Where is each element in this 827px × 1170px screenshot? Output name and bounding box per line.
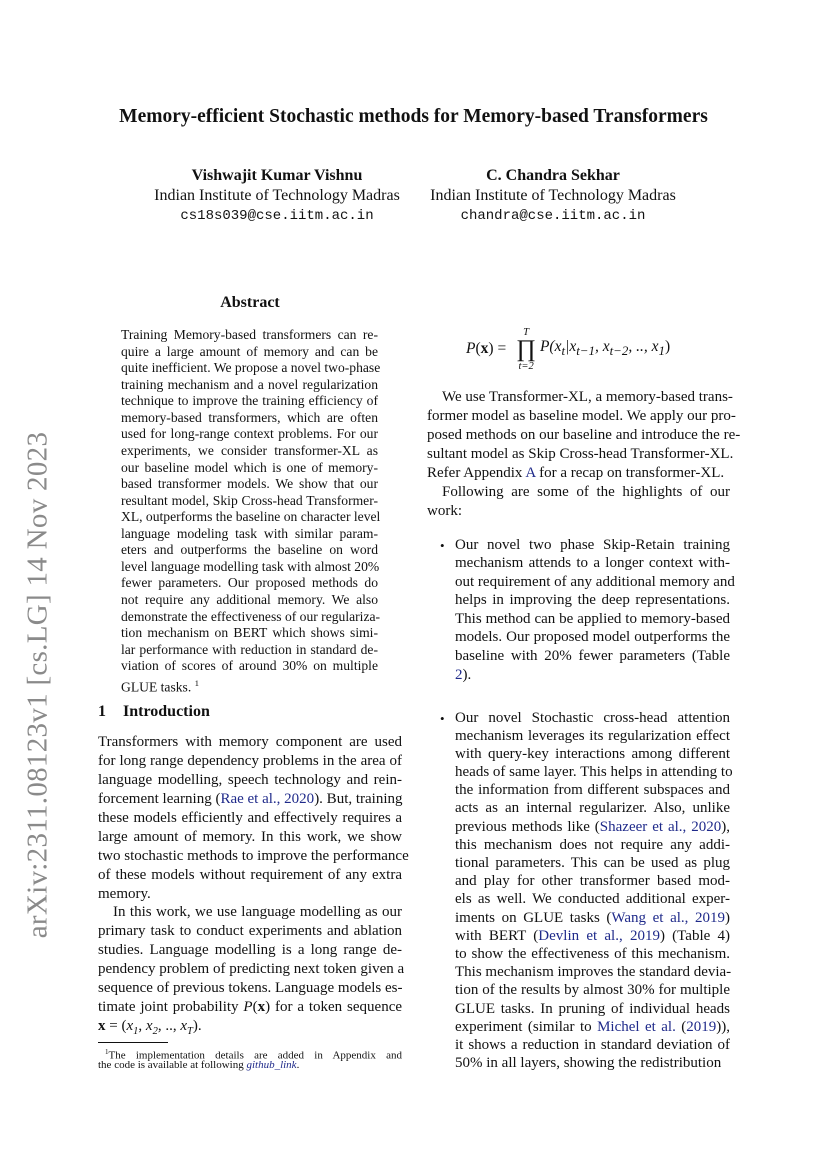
text-line <box>98 847 409 866</box>
citation-link[interactable]: 2019 <box>686 1018 717 1035</box>
text-run: Refer Appendix <box>427 464 526 481</box>
text-run: ). <box>192 1018 202 1035</box>
text-run: . <box>296 1059 300 1071</box>
text-line <box>98 809 402 828</box>
author-1 <box>139 166 415 226</box>
text-line <box>455 909 730 927</box>
math-symbol: x <box>145 1018 153 1035</box>
citation-link[interactable]: 2 <box>455 666 463 683</box>
text-run: work: <box>427 502 462 519</box>
text-run: for long range dependency problems in the area of <box>98 752 402 769</box>
text-run: and play for other transformer based mod- <box>455 873 730 890</box>
bullet-icon: • <box>440 537 445 553</box>
text-run: , .., <box>157 1018 181 1035</box>
text-run: the information from different subspaces and <box>455 782 730 799</box>
text-line <box>455 745 730 763</box>
text-run: our baseline model which is one of memory- <box>121 459 378 475</box>
text-run: mechanism attends to a longer context with- <box>455 555 730 572</box>
text-line <box>455 536 730 555</box>
text-line <box>455 573 735 592</box>
highlight-item <box>455 536 735 685</box>
text-run: out requirement of any additional memory and <box>455 573 735 590</box>
text-line <box>427 464 730 483</box>
text-line <box>98 828 402 847</box>
text-line <box>121 675 378 695</box>
text-run: models. Our proposed model outperforms the <box>455 629 730 646</box>
text-run: tion mechanism on BERT which shows simi- <box>121 625 378 641</box>
text-line <box>121 327 378 344</box>
text-line <box>455 610 730 629</box>
math-symbol: x <box>180 1018 187 1035</box>
text-line <box>455 554 730 573</box>
section-title: Introduction <box>123 703 210 720</box>
citation-link[interactable]: A <box>525 464 536 481</box>
text-run: not require any additional memory. We also <box>121 592 378 607</box>
math-subscript: 2 <box>152 1026 158 1038</box>
text-line <box>121 575 378 592</box>
text-run: GLUE tasks. <box>121 679 195 695</box>
text-run: large amount of memory. In this work, we show <box>98 828 402 845</box>
text-run: sequence of previous tokens. Language models es- <box>98 980 403 997</box>
text-run: tion of the results by almost 30% for multiple <box>455 982 730 999</box>
footnote-mark[interactable]: 1 <box>194 677 200 688</box>
abstract-heading: Abstract <box>220 294 280 311</box>
eq-term: P(x <box>539 338 562 356</box>
eq-sub: 1 <box>658 343 665 359</box>
text-line <box>121 460 378 477</box>
author-name: Vishwajit Kumar Vishnu <box>191 167 363 184</box>
text-run: ) (Table 4) <box>659 927 730 944</box>
text-line <box>121 410 378 427</box>
text-line <box>455 854 730 872</box>
text-run: 50% in all layers, showing the redistribution <box>455 1055 722 1072</box>
text-line <box>455 1036 730 1054</box>
text-run: sultant model as Skip Cross-head Transformer-XL. <box>427 445 734 462</box>
text-line <box>455 647 730 666</box>
text-run: language modelling, speech technology and rein- <box>98 771 402 788</box>
text-run: technique to improve the training efficiency of <box>121 393 378 409</box>
text-run: resultant model, Skip Cross-head Transformer- <box>121 492 378 508</box>
text-line <box>121 344 378 361</box>
highlight-item <box>455 709 733 1073</box>
citation-link[interactable]: Devlin et al., 2019 <box>538 927 660 944</box>
text-line <box>98 941 402 960</box>
math-vector: x <box>257 999 266 1016</box>
text-line <box>121 542 378 559</box>
text-run: fewer parameters. Our proposed methods do <box>121 575 378 591</box>
eq-upper-limit: T <box>523 326 529 338</box>
text-run: ), <box>721 818 730 835</box>
text-run: training mechanism and a novel regularization <box>121 376 378 392</box>
eq-term: , .., x <box>628 338 659 356</box>
paper-title: Memory-efficient Stochastic methods for Memory-based Transformers <box>119 106 708 127</box>
text-line <box>121 377 378 394</box>
text-line <box>121 443 378 460</box>
text-run: Training Memory-based transformers can re- <box>121 327 378 342</box>
eq-lhs: P(x) = <box>466 340 507 357</box>
text-line <box>455 628 730 647</box>
text-run: level language modelling task with almost 20% <box>121 558 380 574</box>
text-line <box>427 388 733 407</box>
eq-term: ) <box>664 338 671 356</box>
author-2 <box>415 166 691 226</box>
text-run: for a recap on transformer-XL. <box>535 464 725 481</box>
text-run: pendency problem of predicting next token given a <box>98 961 405 978</box>
text-line <box>121 526 378 543</box>
eq-rhs <box>540 338 670 359</box>
text-line <box>455 1000 730 1018</box>
text-line <box>455 591 730 610</box>
text-run: viation of scores of around 30% on multiple <box>121 658 378 674</box>
text-run: baseline with 20% fewer parameters (Table <box>455 648 730 665</box>
text-line <box>98 866 402 885</box>
text-run: two stochastic methods to improve the performance <box>98 847 409 864</box>
text-line <box>98 998 402 1017</box>
text-line <box>98 885 402 904</box>
text-run: = ( <box>105 1018 127 1035</box>
text-line <box>121 559 378 576</box>
text-line <box>455 799 730 817</box>
text-line <box>98 790 402 809</box>
text-run: to show the effectiveness of this mechanism. <box>455 945 730 962</box>
text-run: ( <box>675 1018 687 1035</box>
author-email: cs18s039@cse.iitm.ac.in <box>180 208 374 224</box>
eq-lower-limit: t=2 <box>518 360 534 372</box>
text-run: )), <box>716 1018 731 1035</box>
math-subscript: T <box>186 1026 193 1038</box>
text-line <box>98 903 402 922</box>
text-run: This method can be applied to memory-based <box>455 610 730 627</box>
text-run: these models efficiently and effectively requires a <box>98 809 402 826</box>
text-run: This mechanism improves the standard devia- <box>455 964 732 981</box>
text-line <box>455 890 730 908</box>
text-line <box>427 426 741 445</box>
eq-symbol: P <box>466 340 476 357</box>
text-run: primary task to conduct experiments and ablation <box>98 923 402 940</box>
text-line <box>121 642 378 659</box>
text-run: Our novel two phase Skip-Retain training <box>455 536 730 553</box>
text-line <box>121 393 378 410</box>
text-run: based transformer models. We show that our <box>121 476 378 492</box>
text-run: ) <box>725 909 731 926</box>
text-run: Our novel Stochastic cross-head attention <box>455 709 730 726</box>
text-line <box>427 407 736 426</box>
text-run: We use Transformer-XL, a memory-based trans- <box>442 388 733 405</box>
author-name: C. Chandra Sekhar <box>486 167 620 184</box>
text-line <box>121 360 381 377</box>
citation-link[interactable]: Rae et al., 2020 <box>220 790 315 807</box>
text-run: studies. Language modelling is a long range de- <box>98 942 402 959</box>
text-run: eters and outperforms the baseline on word <box>121 542 378 558</box>
text-line <box>455 836 730 854</box>
eq-equals: = <box>497 340 507 357</box>
text-run: of these models without requirement of any extra <box>98 866 402 883</box>
text-run: ). But, training <box>314 790 403 807</box>
section-heading <box>98 703 210 721</box>
citation-link[interactable]: Wang et al., 2019 <box>611 909 726 926</box>
text-run: previous methods like ( <box>455 818 600 835</box>
text-run: helps in improving the deep representations. <box>455 592 730 609</box>
eq-sub: t <box>561 343 566 359</box>
arxiv-stamp: arXiv:2311.08123v1 [cs.LG] 14 Nov 2023 <box>21 431 54 939</box>
text-line <box>121 592 378 609</box>
text-line <box>455 927 730 945</box>
text-run: The implementation details are added in Appendix and <box>108 1049 402 1062</box>
text-run: the code is available at following <box>98 1059 247 1071</box>
text-line <box>455 963 730 981</box>
author-email: chandra@cse.iitm.ac.in <box>460 208 646 224</box>
text-run: els as well. We conducted additional exper- <box>455 891 730 908</box>
text-run: mechanism leverages its regularization effect <box>455 727 730 744</box>
text-line <box>455 709 730 727</box>
text-line <box>98 1046 402 1062</box>
eq-sub: t−1 <box>576 343 595 359</box>
text-run: with BERT ( <box>455 927 539 944</box>
text-line <box>455 981 730 999</box>
author-affiliation: Indian Institute of Technology Madras <box>430 187 676 204</box>
text-run: lar performance with reduction in standard de- <box>121 641 378 657</box>
text-run: Transformers with memory component are used <box>98 734 402 750</box>
text-run: language modeling task with similar param- <box>121 525 378 541</box>
math-subscript: 1 <box>133 1026 139 1038</box>
text-line <box>455 1054 730 1072</box>
eq-symbol: x <box>480 340 489 357</box>
text-line <box>455 763 733 781</box>
text-line <box>121 476 378 493</box>
text-run: with query-key interactions among different <box>455 745 730 762</box>
text-run: ( <box>252 999 258 1016</box>
text-line <box>98 1017 402 1036</box>
text-run: ). <box>462 666 472 683</box>
introduction-body <box>98 733 409 1038</box>
text-run: quire a large amount of memory and can be <box>121 343 378 359</box>
text-run: Following are some of the highlights of our <box>442 483 730 500</box>
text-line <box>427 445 734 464</box>
right-column-body <box>427 388 741 521</box>
text-line <box>121 426 378 443</box>
text-line <box>455 1018 730 1036</box>
text-line <box>455 818 730 836</box>
text-run: memory-based transformers, which are often <box>121 409 378 425</box>
text-line <box>121 493 378 510</box>
text-line <box>427 502 730 521</box>
footnote-number: 1 <box>105 1048 109 1056</box>
author-affiliation: Indian Institute of Technology Madras <box>154 187 400 204</box>
text-line <box>121 658 378 675</box>
text-run: heads of same layer. This helps in attending to <box>455 764 733 781</box>
text-run: used for long-range context problems. For our <box>121 426 378 442</box>
citation-link[interactable]: Michel et al. <box>597 1018 676 1035</box>
math-vector: x <box>98 1018 106 1035</box>
text-run: memory. <box>98 885 151 902</box>
text-line <box>121 625 378 642</box>
text-line <box>455 666 730 685</box>
text-run: quite inefficient. We propose a novel two-phase <box>121 360 381 376</box>
footnote <box>98 1046 402 1072</box>
text-run: posed methods on our baseline and introduce the re- <box>427 426 741 443</box>
text-line <box>121 509 381 526</box>
text-run: this mechanism does not require any addi- <box>455 836 730 853</box>
text-run: forcement learning ( <box>98 790 221 807</box>
text-line <box>98 752 402 771</box>
eq-sub: t−2 <box>609 343 629 359</box>
bullet-icon: • <box>440 710 445 726</box>
text-line <box>98 771 402 790</box>
text-run: In this work, we use language modelling as our <box>113 904 402 921</box>
text-line <box>455 872 730 890</box>
math-symbol: P <box>243 999 253 1016</box>
github-link[interactable]: github_link <box>246 1059 297 1071</box>
section-number: 1 <box>98 703 106 720</box>
text-line <box>427 483 730 502</box>
citation-link[interactable]: Shazeer et al., 2020 <box>599 818 722 835</box>
math-symbol: x <box>126 1018 134 1035</box>
text-run: acts as an internal regularizer. Also, unlike <box>455 800 730 817</box>
product-symbol: ∏ <box>516 335 536 362</box>
text-line <box>98 960 405 979</box>
text-line <box>98 733 402 752</box>
text-line <box>121 608 381 626</box>
text-run: former model as baseline model. We apply our pro- <box>427 407 736 424</box>
text-run: ) for a token sequence <box>265 999 403 1016</box>
eq-term: |x <box>565 338 577 356</box>
text-run: XL, outperforms the baseline on character level <box>121 509 381 525</box>
eq-term: , x <box>594 338 610 356</box>
text-run: , <box>138 1018 146 1035</box>
text-run: GLUE tasks. In pruning of individual heads <box>455 1000 730 1017</box>
text-line <box>455 945 730 963</box>
text-run: experiment (similar to <box>455 1018 598 1035</box>
text-line <box>455 727 730 745</box>
text-run: timate joint probability <box>98 999 244 1016</box>
footnote-rule <box>98 1042 168 1043</box>
text-line <box>98 979 402 998</box>
joint-probability-equation <box>466 326 670 372</box>
eq-product-operator <box>516 327 536 372</box>
text-run: it shows a reduction in standard deviation of <box>455 1036 730 1053</box>
text-line <box>98 922 402 941</box>
text-run: iments on GLUE tasks ( <box>455 909 612 926</box>
text-line <box>455 781 730 799</box>
text-run: tional parameters. This can be used as plug <box>455 855 730 871</box>
abstract-body <box>121 327 381 695</box>
text-run: experiments, we consider transformer-XL as <box>121 442 378 458</box>
text-run: demonstrate the effectiveness of our regulariza- <box>121 608 381 624</box>
